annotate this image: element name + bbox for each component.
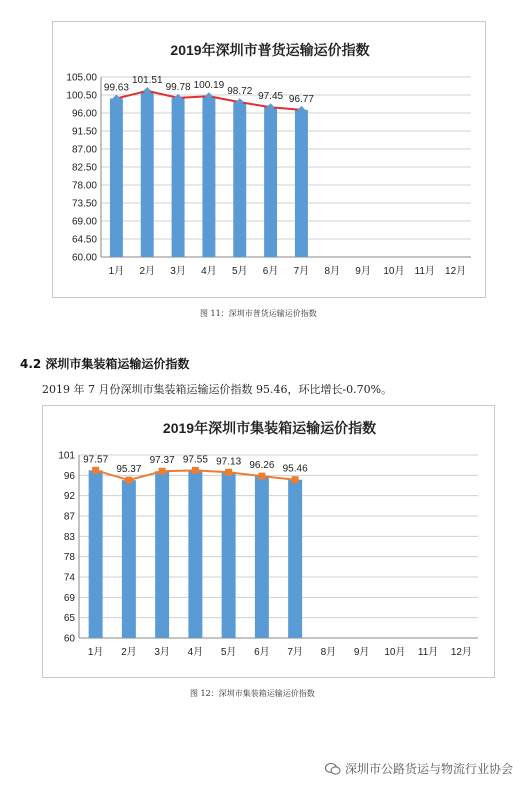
data-label: 101.51 — [131, 74, 163, 86]
chart-title: 2019年深圳市普货运输运价指数 — [170, 42, 370, 58]
y-tick-label: 78.00 — [71, 180, 97, 192]
x-tick-label: 9月 — [353, 647, 370, 658]
chart-container-freight-svg — [43, 406, 496, 679]
y-tick-label: 69.00 — [71, 216, 97, 228]
y-tick-label: 105.00 — [66, 72, 97, 84]
bar — [122, 480, 136, 638]
figure-11-caption: 图 11：深圳市普货运输运价指数 — [200, 309, 317, 318]
x-tick-label: 10月 — [383, 266, 405, 277]
x-tick-label: 4月 — [187, 647, 204, 658]
x-tick-label: 4月 — [201, 266, 217, 277]
chart-container-freight — [42, 405, 495, 678]
y-tick-label: 60 — [63, 633, 75, 645]
y-tick-label: 87 — [63, 511, 75, 523]
y-tick-label: 83 — [63, 531, 75, 543]
section-heading: 4.2 深圳市集装箱运输运价指数 — [20, 357, 190, 371]
x-tick-label: 2月 — [121, 647, 137, 658]
bar — [188, 470, 202, 638]
x-tick-label: 8月 — [320, 647, 337, 658]
chart-general-freight — [52, 21, 486, 298]
bar — [172, 98, 185, 257]
y-tick-label: 69 — [63, 592, 75, 604]
bar — [295, 110, 308, 257]
y-tick-label: 60.00 — [71, 252, 97, 264]
y-tick-label: 78 — [63, 552, 75, 564]
y-tick-label: 65 — [63, 613, 75, 625]
y-tick-label: 91.50 — [71, 126, 97, 138]
x-tick-label: 6月 — [254, 647, 270, 658]
x-tick-label: 1月 — [87, 647, 104, 658]
x-tick-label: 5月 — [220, 647, 237, 658]
x-tick-label: 9月 — [355, 266, 371, 277]
data-label: 97.37 — [149, 455, 175, 467]
series-marker — [292, 476, 299, 483]
watermark-text: 深圳市公路货运与物流行业协会 — [344, 762, 513, 776]
data-label: 95.46 — [282, 463, 308, 475]
bar — [141, 91, 154, 257]
data-label: 97.55 — [182, 454, 208, 466]
data-label: 98.72 — [227, 86, 253, 98]
x-tick-label: 7月 — [293, 266, 310, 277]
y-tick-label: 74 — [63, 572, 75, 584]
y-tick-label: 100.50 — [66, 90, 97, 102]
bar — [222, 472, 236, 638]
series-marker — [125, 477, 132, 484]
section-summary: 2019 年 7 月份深圳市集装箱运输运价指数 95.46，环比增长-0.70%。 — [42, 383, 393, 396]
x-tick-label: 6月 — [262, 266, 279, 277]
series-marker — [92, 467, 99, 474]
x-tick-label: 3月 — [170, 266, 186, 277]
watermark — [325, 760, 513, 777]
x-tick-label: 1月 — [108, 266, 125, 277]
x-tick-label: 12月 — [450, 647, 472, 658]
bar — [110, 98, 123, 257]
bar — [155, 471, 169, 638]
y-tick-label: 101 — [58, 450, 75, 462]
figure-12-caption: 图 12：深圳市集装箱运输运价指数 — [190, 689, 315, 698]
chart-general-freight-svg — [53, 22, 487, 299]
data-label: 96.26 — [249, 460, 275, 472]
x-tick-label: 3月 — [154, 647, 170, 658]
bar — [202, 96, 215, 257]
data-label: 97.57 — [83, 454, 109, 466]
x-tick-label: 11月 — [414, 266, 435, 277]
chart-title: 2019年深圳市集装箱运输运价指数 — [162, 420, 377, 436]
y-tick-label: 96 — [63, 470, 75, 482]
data-label: 99.78 — [165, 81, 191, 93]
series-marker — [225, 469, 232, 476]
x-tick-label: 7月 — [287, 647, 303, 658]
y-tick-label: 73.50 — [71, 198, 97, 210]
data-label: 100.19 — [193, 80, 225, 92]
bar — [89, 470, 103, 638]
data-label: 99.63 — [103, 82, 129, 94]
bar — [255, 476, 269, 638]
x-tick-label: 5月 — [231, 266, 248, 277]
data-label: 95.37 — [116, 464, 142, 476]
wechat-icon — [325, 763, 341, 775]
bar — [233, 102, 246, 257]
data-label: 97.13 — [216, 456, 242, 468]
series-marker — [192, 467, 199, 474]
bar — [264, 107, 277, 257]
y-tick-label: 64.50 — [71, 234, 97, 246]
y-tick-label: 92 — [63, 491, 75, 503]
y-tick-label: 96.00 — [71, 108, 97, 120]
data-label: 97.45 — [258, 91, 284, 103]
x-tick-label: 10月 — [384, 647, 406, 658]
x-tick-label: 11月 — [417, 647, 439, 658]
y-tick-label: 87.00 — [71, 144, 97, 156]
x-tick-label: 2月 — [139, 266, 156, 277]
bar — [288, 480, 302, 638]
series-marker — [159, 468, 166, 475]
x-tick-label: 12月 — [445, 266, 467, 277]
x-tick-label: 8月 — [324, 266, 341, 277]
data-label: 96.77 — [288, 93, 314, 105]
series-marker — [258, 473, 265, 480]
y-tick-label: 82.50 — [71, 162, 97, 174]
